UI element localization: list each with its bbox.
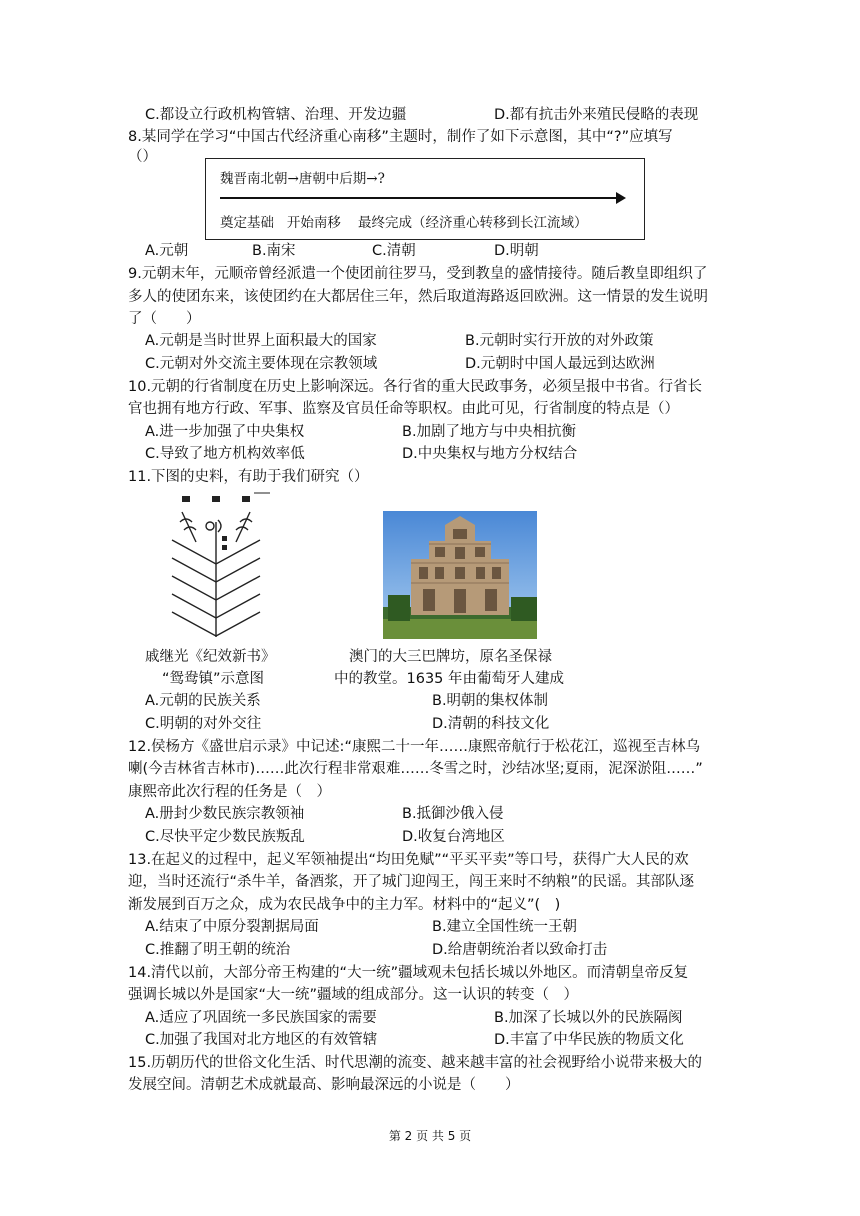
q12-option-b: B.抵御沙俄入侵 [402, 806, 504, 822]
q7-option-c: C.都设立行政机构管辖、治理、开发边疆 [145, 107, 407, 123]
q10-line1: 10.元朝的行省制度在历史上影响深远。各行省的重大民政事务，必须呈报中书省。行省长 [128, 379, 703, 395]
q8-option-d: D.明朝 [494, 243, 539, 259]
economic-shift-diagram [205, 158, 645, 240]
q12-line2: 喇(今吉林省吉林市)……此次行程非常艰难……冬雪之时，沙结冰坚;夏雨，泥深淤阻……” [128, 761, 703, 777]
q8-option-c: C.清朝 [372, 243, 416, 259]
q14-option-c: C.加强了我国对北方地区的有效管辖 [145, 1032, 378, 1048]
fig1-caption-line2: “鸳鸯镇”示意图 [162, 671, 265, 687]
yuanyang-formation-diagram [162, 492, 270, 642]
q12-line3: 康熙帝此次行程的任务是（ ） [128, 784, 331, 800]
q14-line2: 强调长城以外是国家“大一统”疆域的组成部分。这一认识的转变（ ） [128, 987, 579, 1003]
q14-option-d: D.丰富了中华民族的物质文化 [494, 1032, 684, 1048]
q11-option-a: A.元朝的民族关系 [145, 693, 261, 709]
diagram-bottom-text: 奠定基础 开始南移 最终完成（经济重心转移到长江流域） [220, 215, 588, 231]
q9-line1: 9.元朝末年，元顺帝曾经派遣一个使团前往罗马，受到教皇的盛情接待。随后教皇即组织了 [128, 266, 708, 282]
q13-option-b: B.建立全国性统一王朝 [432, 919, 578, 935]
q14-option-a: A.适应了巩固统一多民族国家的需要 [145, 1010, 377, 1026]
q9-line3: 了（ ） [128, 311, 201, 327]
q10-option-b: B.加剧了地方与中央相抗衡 [402, 424, 577, 440]
timeline-arrow-line [220, 197, 622, 199]
q8-option-a: A.元朝 [145, 243, 189, 259]
q7-option-d: D.都有抗击外来殖民侵略的表现 [494, 107, 699, 123]
ruins-of-st-paul-photo [383, 511, 537, 639]
q10-line2: 官也拥有地方行政、军事、监察及官员任命等职权。由此可见，行省制度的特点是（） [128, 401, 679, 417]
q13-line2: 迎，当时还流行“杀牛羊，备酒浆，开了城门迎闯王，闯王来时不纳粮”的民谣。其部队逐 [128, 874, 695, 890]
q9-option-b: B.元朝时实行开放的对外政策 [465, 333, 654, 349]
q10-option-d: D.中央集权与地方分权结合 [402, 446, 578, 462]
q13-option-d: D.给唐朝统治者以致命打击 [432, 942, 608, 958]
q10-option-a: A.进一步加强了中央集权 [145, 424, 305, 440]
fig1-caption-line1: 戚继光《纪效新书》 [145, 649, 276, 665]
q13-option-c: C.推翻了明王朝的统治 [145, 942, 291, 958]
q12-option-d: D.收复台湾地区 [402, 829, 505, 845]
q9-option-c: C.元朝对外交流主要体现在宗教领域 [145, 356, 378, 372]
q9-option-a: A.元朝是当时世界上面积最大的国家 [145, 333, 377, 349]
q14-line1: 14.清代以前，大部分帝王构建的“大一统”疆域观未包括长城以外地区。而清朝皇帝反复 [128, 965, 689, 981]
q12-line1: 12.侯杨方《盛世启示录》中记述:“康熙二十一年……康熙帝航行于松花江，巡视至吉林乌 [128, 739, 700, 755]
q9-line2: 多人的使团东来，该使团约在大都居住三年，然后取道海路返回欧洲。这一情景的发生说明 [128, 289, 708, 305]
q11-option-c: C.明朝的对外交往 [145, 716, 262, 732]
q13-option-a: A.结束了中原分裂割据局面 [145, 919, 319, 935]
q11-option-b: B.明朝的集权体制 [432, 693, 549, 709]
page-footer: 第 2 页 共 5 页 [388, 1129, 472, 1143]
q8-stem-line2: （） [128, 149, 157, 165]
fig2-caption-line1: 澳门的大三巴牌坊，原名圣保禄 [349, 649, 552, 665]
diagram-top-text: 魏晋南北朝→唐朝中后期→? [220, 171, 385, 187]
q8-stem-line1: 8.某同学在学习“中国古代经济重心南移”主题时，制作了如下示意图，其中“?”应填写 [128, 129, 673, 145]
q8-option-b: B.南宋 [252, 243, 296, 259]
fig2-caption-line2: 中的教堂。1635 年由葡萄牙人建成 [334, 671, 565, 687]
q11-option-d: D.清朝的科技文化 [432, 716, 550, 732]
q15-line1: 15.历朝历代的世俗文化生活、时代思潮的流变、越来越丰富的社会视野给小说带来极大的 [128, 1055, 703, 1071]
q13-line1: 13.在起义的过程中，起义军领袖提出“均田免赋”“平买平卖”等口号，获得广大人民的欢 [128, 852, 689, 868]
q10-option-c: C.导致了地方机构效率低 [145, 446, 305, 462]
q14-option-b: B.加深了长城以外的民族隔阂 [494, 1010, 683, 1026]
q12-option-a: A.册封少数民族宗教领袖 [145, 806, 305, 822]
q13-line3: 渐发展到百万之众，成为农民战争中的主力军。材料中的“起义”( ) [128, 897, 561, 913]
q15-line2: 发展空间。清朝艺术成就最高、影响最深远的小说是（ ） [128, 1077, 520, 1093]
q12-option-c: C.尽快平定少数民族叛乱 [145, 829, 305, 845]
q9-option-d: D.元朝时中国人最远到达欧洲 [465, 356, 655, 372]
arrow-head-icon [616, 192, 626, 204]
q11-line1: 11.下图的史料，有助于我们研究（） [128, 469, 369, 485]
